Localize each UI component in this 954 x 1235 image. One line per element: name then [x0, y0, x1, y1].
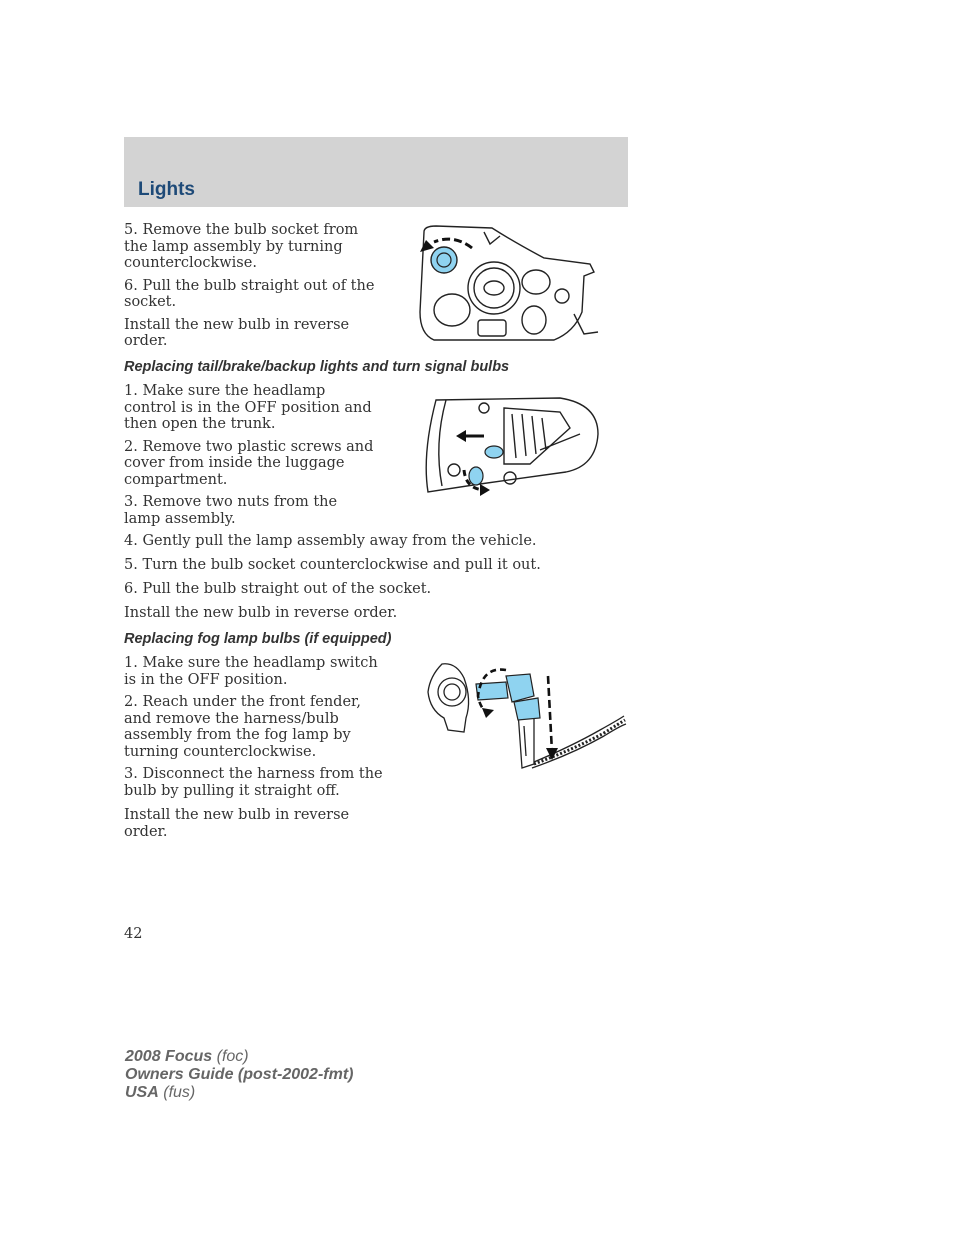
tail-lamp-illustration — [420, 394, 604, 498]
footer-model-name: 2008 Focus — [125, 1048, 213, 1065]
fog-lamp-illustration — [422, 656, 628, 776]
section3-steps — [124, 655, 386, 840]
section-title: Lights — [138, 179, 195, 200]
section2-heading: Replacing tail/brake/backup lights and turn signal bulbs — [124, 359, 510, 375]
step-text: Install the new bulb in reverse order. — [124, 316, 350, 349]
footer-line-guide — [125, 1066, 353, 1084]
footer-market-name: USA — [125, 1084, 159, 1101]
step-text: 1. Make sure the headlamp switch is in the OFF position. — [124, 655, 378, 688]
headlamp-rear-illustration — [414, 222, 604, 347]
step-text: 5. Remove the bulb socket from the lamp assembly by turning counterclockwise. — [124, 222, 359, 271]
section-header-band — [124, 137, 628, 207]
section3-heading: Replacing fog lamp bulbs (if equipped) — [124, 631, 392, 647]
step-text: 3. Remove two nuts from the lamp assembly. — [124, 494, 338, 527]
page-number: 42 — [124, 926, 143, 942]
footer-market-code: (fus) — [163, 1084, 196, 1101]
section2-steps-wide — [124, 533, 624, 622]
step-text: 2. Remove two plastic screws and cover from inside the luggage compartment. — [124, 438, 374, 488]
section1-steps — [124, 222, 384, 350]
step-text: 4. Gently pull the lamp assembly away from the vehicle. — [124, 533, 537, 549]
step-text: 3. Disconnect the harness from the bulb by pulling it straight off. — [124, 766, 383, 799]
footer-guide-name: Owners Guide (post-2002-fmt) — [125, 1066, 354, 1083]
step-text: Install the new bulb in reverse order. — [124, 807, 350, 840]
step-text: Install the new bulb in reverse order. — [124, 605, 398, 621]
step-text: 6. Pull the bulb straight out of the socket. — [124, 277, 375, 310]
document-footer — [125, 1048, 353, 1102]
section2-steps — [124, 383, 374, 527]
step-text: 5. Turn the bulb socket counterclockwise and pull it out. — [124, 557, 541, 573]
step-text: 6. Pull the bulb straight out of the socket. — [124, 581, 432, 597]
footer-line-model — [125, 1048, 353, 1066]
footer-line-market — [125, 1084, 353, 1102]
footer-model-code: (foc) — [216, 1048, 249, 1065]
step-text: 2. Reach under the front fender, and remove the harness/bulb assembly from the fog lamp by turning counterclockwise. — [124, 694, 361, 760]
step-text: 1. Make sure the headlamp control is in the OFF position and then open the trunk. — [124, 383, 372, 432]
